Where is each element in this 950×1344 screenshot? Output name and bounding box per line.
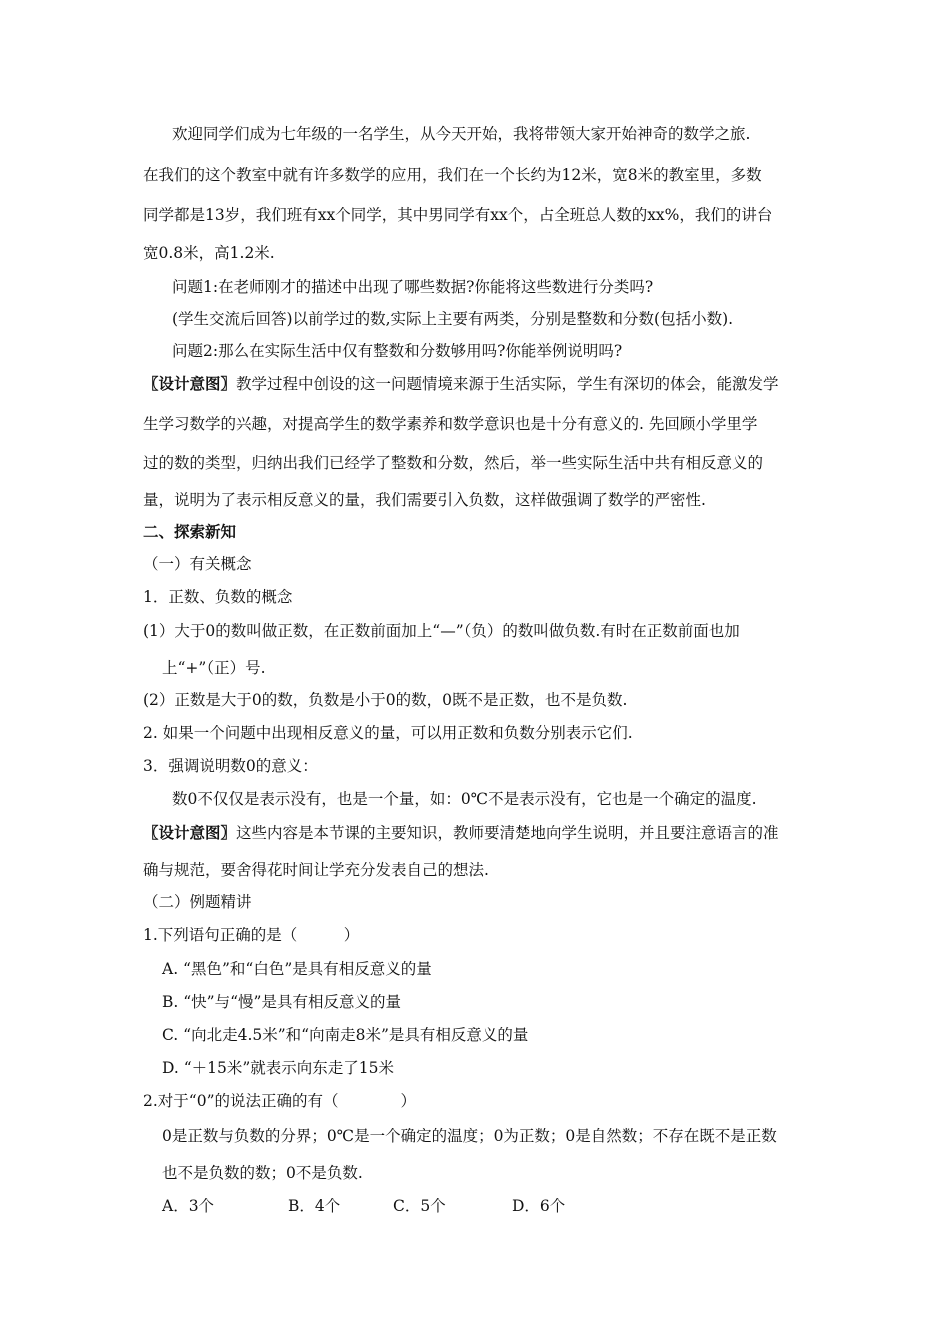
example-1-question: 1.下列语句正确的是（ ） <box>143 926 360 944</box>
subsection-examples: （二）例题精讲 <box>143 893 252 911</box>
design-intent-1-line-3: 过的数的类型，归纳出我们已经学了整数和分数，然后，举一些实际生活中共有相反意义的 <box>143 454 764 472</box>
design-intent-2-line-1: 〖设计意图〗这些内容是本节课的主要知识，教师要清楚地向学生说明，并且要注意语言的准 <box>143 823 779 842</box>
example-2-statement-line-2: 也不是负数的数；0不是负数. <box>162 1164 363 1182</box>
example-2-option-b: B．4个 <box>288 1197 341 1215</box>
example-2-option-c: C．5个 <box>393 1197 446 1215</box>
concept-3a: 数0不仅仅是表示没有，也是一个量，如：0℃不是表示没有，它也是一个确定的温度. <box>172 790 757 808</box>
example-1-option-b: B. “快”与“慢”是具有相反意义的量 <box>162 993 401 1011</box>
intro-line-4: 宽0.8米，高1.2米. <box>143 244 275 262</box>
concept-3: 3．强调说明数0的意义： <box>143 757 318 775</box>
concept-1b: (2）正数是大于0的数，负数是小于0的数，0既不是正数，也不是负数. <box>143 691 628 709</box>
design-intent-1-line-1: 〖设计意图〗教学过程中创设的这一问题情境来源于生活实际，学生有深切的体会，能激发学 <box>143 374 779 393</box>
example-1-option-a: A. “黑色”和“白色”是具有相反意义的量 <box>162 960 432 978</box>
concept-1: 1．正数、负数的概念 <box>143 588 293 606</box>
example-2-option-a: A．3个 <box>162 1197 215 1215</box>
intro-line-3: 同学都是13岁，我们班有xx个同学，其中男同学有xx个，占全班总人数的xx%，我们的讲台 <box>143 206 773 224</box>
section-heading: 二、探索新知 <box>143 522 237 541</box>
question-2: 问题2:那么在实际生活中仅有整数和分数够用吗?你能举例说明吗? <box>172 342 623 360</box>
example-1-option-c: C. “向北走4.5米”和“向南走8米”是具有相反意义的量 <box>162 1026 529 1044</box>
question-1: 问题1:在老师刚才的描述中出现了哪些数据?你能将这些数进行分类吗? <box>172 278 654 296</box>
example-2-option-d: D．6个 <box>512 1197 566 1215</box>
concept-2: 2. 如果一个问题中出现相反意义的量，可以用正数和负数分别表示它们. <box>143 724 633 742</box>
example-2-statement-line-1: 0是正数与负数的分界；0℃是一个确定的温度；0为正数；0是自然数；不存在既不是正数 <box>162 1127 777 1145</box>
subsection-concepts: （一）有关概念 <box>143 555 252 573</box>
concept-1a-line-1: (1）大于0的数叫做正数，在正数前面加上“—”（负）的数叫做负数.有时在正数前面也加 <box>143 622 740 640</box>
intro-line-2: 在我们的这个教室中就有许多数学的应用，我们在一个长约为12米，宽8米的教室里，多数 <box>143 166 762 184</box>
design-intent-2-line-2: 确与规范，要舍得花时间让学充分发表自己的想法. <box>143 861 489 879</box>
design-intent-1-line-2: 生学习数学的兴趣，对提高学生的数学素养和数学意识也是十分有意义的. 先回顾小学里学 <box>143 415 758 433</box>
example-2-question: 2.对于“0”的说法正确的有（ ） <box>143 1092 416 1110</box>
design-intent-tag: 〖设计意图〗 <box>143 823 237 842</box>
design-intent-tag: 〖设计意图〗 <box>143 374 237 393</box>
design-intent-1-line-4: 量，说明为了表示相反意义的量，我们需要引入负数，这样做强调了数学的严密性. <box>143 491 706 509</box>
intro-line-1: 欢迎同学们成为七年级的一名学生，从今天开始，我将带领大家开始神奇的数学之旅. <box>172 125 751 143</box>
example-1-option-d: D. “＋15米”就表示向东走了15米 <box>162 1059 395 1077</box>
concept-1a-line-2: 上“+”（正）号. <box>162 659 266 677</box>
answer-1: (学生交流后回答)以前学过的数,实际上主要有两类，分别是整数和分数(包括小数). <box>172 310 734 328</box>
